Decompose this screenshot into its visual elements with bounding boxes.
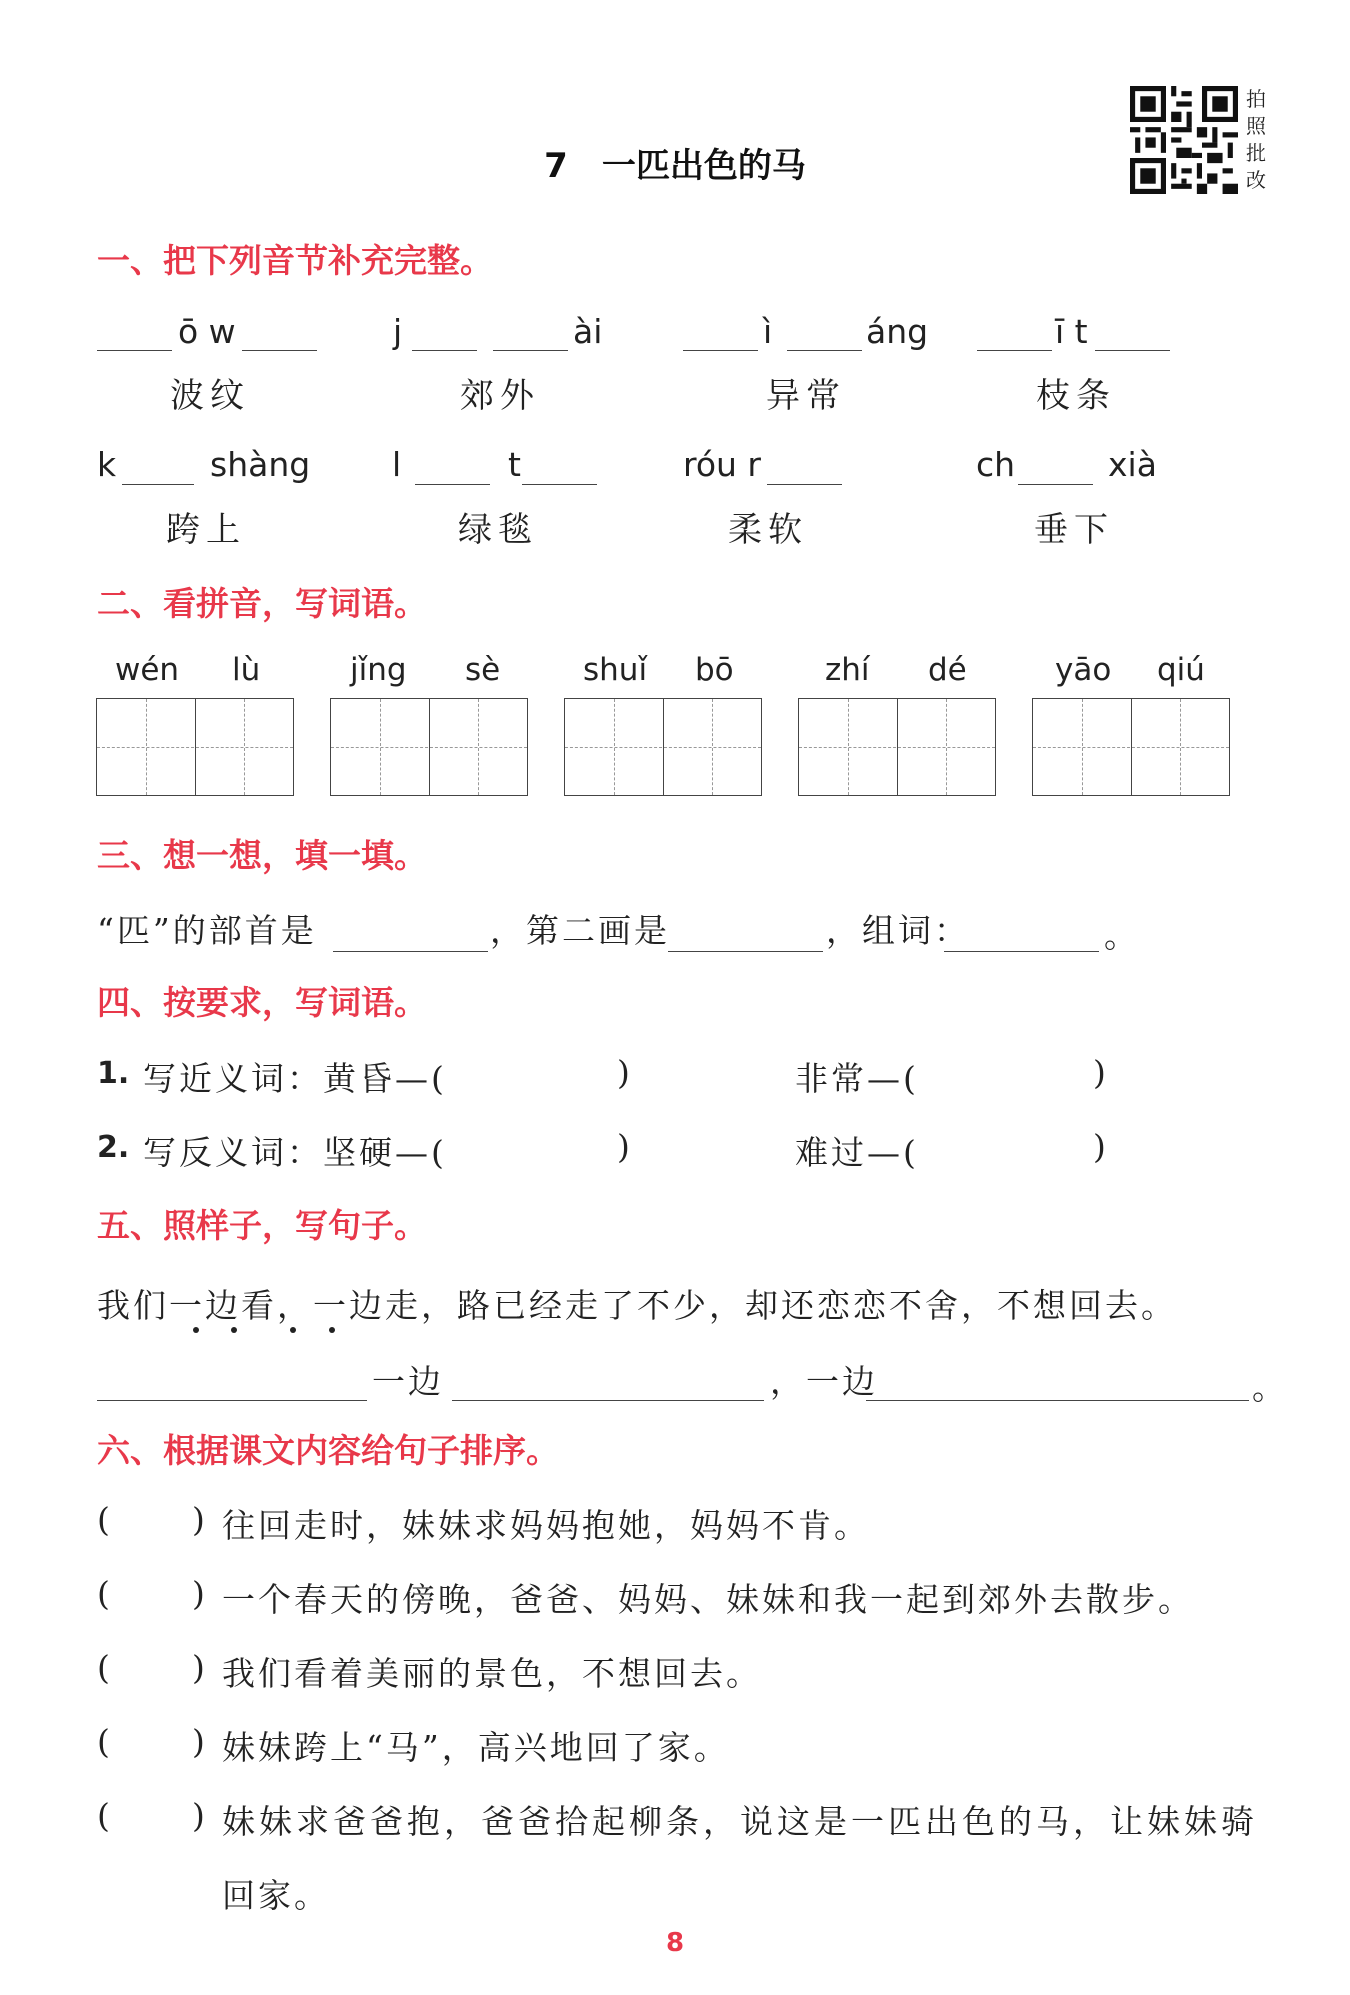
question-number: 1. [97, 1056, 130, 1091]
qr-code-icon[interactable] [1130, 86, 1238, 194]
order-item: 我们看着美丽的景色，不想回去。 [222, 1654, 762, 1693]
s3-text-part: “匹”的部首是 [97, 911, 317, 950]
blank[interactable] [412, 350, 477, 351]
blank[interactable] [122, 484, 194, 485]
pinyin-label: wén [115, 652, 180, 688]
word: 郊外 [460, 376, 540, 416]
word: 枝条 [1036, 376, 1116, 416]
blank[interactable] [242, 350, 317, 351]
pinyin-fragment: ì [763, 312, 773, 351]
section-2-heading: 二、看拼音，写词语。 [97, 584, 427, 623]
page-number: 8 [665, 1928, 685, 1958]
pinyin-fragment: j [393, 312, 403, 351]
blank[interactable] [493, 350, 568, 351]
pinyin-fragment: shàng [210, 445, 311, 484]
pinyin-fragment: áng [866, 312, 929, 351]
pinyin-fragment: ī t [1055, 312, 1088, 351]
order-open-paren[interactable]: ( [97, 1574, 113, 1613]
paren-close: ) [617, 1053, 633, 1092]
pinyin-fragment: ō w [178, 312, 236, 351]
word: 异常 [766, 376, 846, 416]
blank[interactable] [787, 350, 862, 351]
blank[interactable] [97, 350, 172, 351]
pinyin-fragment: l [392, 445, 402, 484]
pinyin-label: sè [465, 652, 501, 688]
word: 波纹 [170, 376, 250, 416]
pinyin-label: lù [232, 652, 261, 688]
paren-close: ) [1093, 1127, 1109, 1166]
pinyin-label: bō [695, 652, 734, 688]
pinyin-label: zhí [825, 652, 870, 688]
blank[interactable] [452, 1400, 764, 1401]
blank[interactable] [415, 484, 490, 485]
emphasis-dot [290, 1327, 296, 1333]
blank[interactable] [668, 951, 823, 952]
order-close-paren: ) [192, 1574, 208, 1613]
blank[interactable] [866, 1400, 1249, 1401]
pinyin-fragment: k [97, 445, 117, 484]
order-close-paren: ) [192, 1648, 208, 1687]
word: 绿毯 [458, 510, 538, 550]
qr-caption: 拍照批改 [1246, 87, 1266, 192]
pinyin-fragment: ch [976, 445, 1016, 484]
order-open-paren[interactable]: ( [97, 1648, 113, 1687]
order-open-paren[interactable]: ( [97, 1500, 113, 1539]
s3-text-part: 。 [1104, 916, 1140, 955]
pinyin-fragment: róu r [683, 445, 762, 484]
emphasis-dot [231, 1327, 237, 1333]
writing-grid[interactable] [564, 698, 762, 796]
section-3-heading: 三、想一想，填一填。 [97, 836, 427, 875]
blank[interactable] [522, 484, 597, 485]
order-open-paren[interactable]: ( [97, 1722, 113, 1761]
section-6-heading: 六、根据课文内容给句子排序。 [97, 1431, 559, 1470]
blank[interactable] [767, 484, 842, 485]
pinyin-fragment: t [508, 445, 521, 484]
order-close-paren: ) [192, 1722, 208, 1761]
pinyin-label: jǐng [350, 652, 407, 688]
order-item: 往回走时，妹妹求妈妈抱她，妈妈不肯。 [222, 1506, 870, 1545]
s5-yibian: 一边 [372, 1362, 444, 1401]
writing-grid[interactable] [96, 698, 294, 796]
word: 柔软 [728, 510, 808, 550]
emphasis-dot [329, 1327, 335, 1333]
pinyin-label: shuǐ [583, 652, 648, 688]
pinyin-label: dé [928, 652, 967, 688]
page-title: 7 一匹出色的马 [544, 146, 806, 186]
blank[interactable] [97, 1400, 367, 1401]
blank[interactable] [683, 350, 758, 351]
order-item: 妹妹求爸爸抱，爸爸拾起柳条，说这是一匹出色的马，让妹妹骑 [222, 1802, 1258, 1841]
writing-grid[interactable] [1032, 698, 1230, 796]
s4-q1-b: 非常—( [795, 1059, 919, 1098]
example-sentence: 我们一边看，一边走，路已经走了不少，却还恋恋不舍，不想回去。 [97, 1286, 1177, 1325]
s5-yibian: ，一边 [770, 1362, 878, 1401]
order-close-paren: ) [192, 1796, 208, 1835]
s5-end: 。 [1252, 1368, 1288, 1407]
pinyin-fragment: ài [573, 312, 603, 351]
s4-q2-b: 难过—( [795, 1133, 919, 1172]
s3-text-part: ，第二画是 [490, 911, 670, 950]
emphasis-dot [193, 1327, 199, 1333]
blank[interactable] [1095, 350, 1170, 351]
order-item: 一个春天的傍晚，爸爸、妈妈、妹妹和我一起到郊外去散步。 [222, 1580, 1194, 1619]
writing-grid[interactable] [330, 698, 528, 796]
writing-grid[interactable] [798, 698, 996, 796]
pinyin-label: yāo [1055, 652, 1112, 688]
section-4-heading: 四、按要求，写词语。 [97, 983, 427, 1022]
blank[interactable] [1018, 484, 1093, 485]
s4-q2-label: 写反义词：坚硬—( [143, 1133, 447, 1172]
s4-q1-label: 写近义词：黄昏—( [143, 1059, 447, 1098]
section-5-heading: 五、照样子，写句子。 [97, 1206, 427, 1245]
blank[interactable] [944, 951, 1099, 952]
paren-close: ) [1093, 1053, 1109, 1092]
order-item-continuation: 回家。 [222, 1876, 330, 1915]
blank[interactable] [977, 350, 1052, 351]
order-close-paren: ) [192, 1500, 208, 1539]
section-1-heading: 一、把下列音节补充完整。 [97, 241, 493, 280]
pinyin-label: qiú [1157, 652, 1205, 688]
order-item: 妹妹跨上“马”，高兴地回了家。 [222, 1728, 730, 1767]
word: 垂下 [1034, 510, 1114, 550]
word: 跨上 [166, 510, 246, 550]
pinyin-fragment: xià [1108, 445, 1157, 484]
order-open-paren[interactable]: ( [97, 1796, 113, 1835]
blank[interactable] [333, 951, 488, 952]
s3-text-part: ，组词： [826, 911, 970, 950]
question-number: 2. [97, 1130, 130, 1165]
paren-close: ) [617, 1127, 633, 1166]
